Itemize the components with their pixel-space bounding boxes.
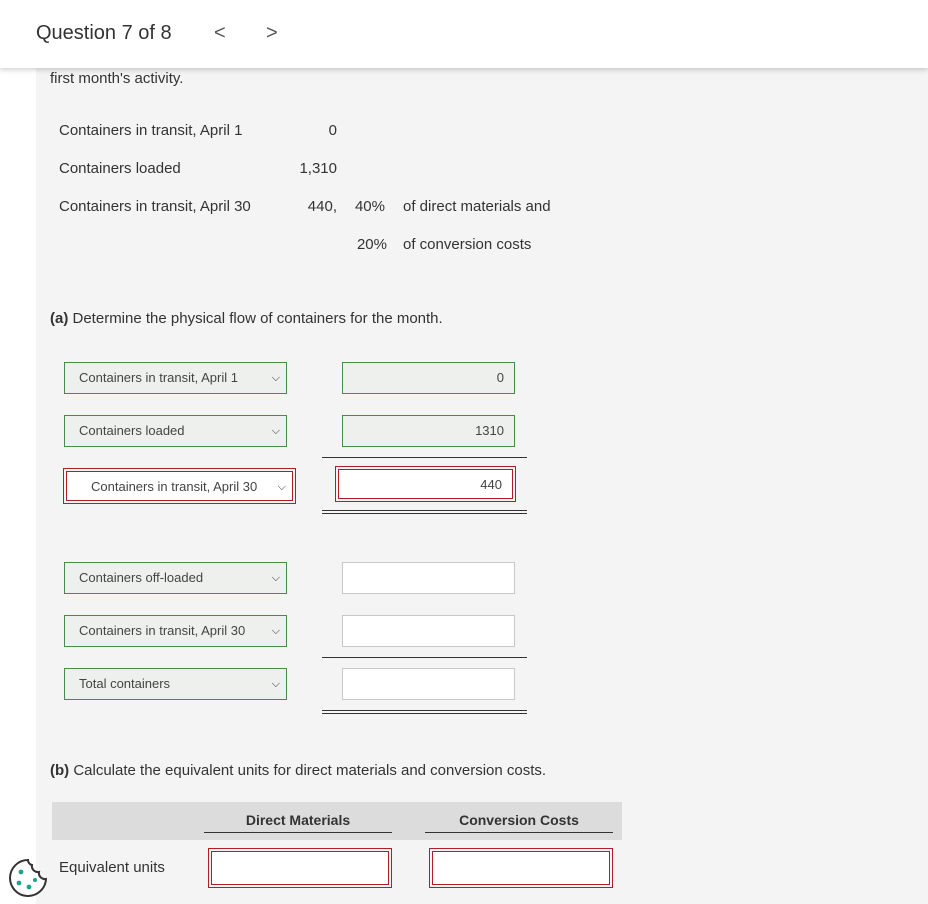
given-value: 440,: [307, 198, 337, 215]
conversion-costs-input[interactable]: [432, 851, 610, 885]
flow-select[interactable]: [64, 362, 287, 394]
flow-select-value: Containers in transit, April 1: [79, 370, 238, 385]
flow-select[interactable]: [66, 471, 293, 501]
given-value: 1,310: [299, 160, 337, 177]
given-description: of direct materials and: [403, 198, 551, 215]
chevron-down-icon: ⌵: [271, 678, 280, 690]
header-rule: [204, 832, 392, 833]
next-question-button[interactable]: >: [266, 22, 278, 44]
given-percent: 20%: [356, 236, 387, 253]
header-rule: [425, 832, 613, 833]
conversion-costs-header: Conversion Costs: [459, 812, 579, 828]
given-value: 0: [328, 122, 337, 139]
total-rule: [322, 713, 527, 714]
part-a-heading: [50, 310, 443, 327]
total-rule: [322, 513, 527, 514]
part-a-text: Determine the physical flow of containers for the month.: [68, 310, 443, 327]
direct-materials-header: Direct Materials: [245, 812, 351, 828]
flow-select[interactable]: [64, 562, 287, 594]
given-label: Containers in transit, April 1: [59, 122, 243, 139]
total-rule: [322, 510, 527, 511]
chevron-down-icon: ⌵: [277, 481, 286, 493]
part-b-label: (b): [50, 762, 70, 779]
flow-select-value: Containers in transit, April 30: [79, 623, 246, 638]
chevron-down-icon: ⌵: [271, 425, 280, 437]
question-header: [0, 0, 928, 68]
chevron-down-icon: ⌵: [271, 572, 280, 584]
total-rule: [322, 710, 527, 711]
flow-select[interactable]: [64, 668, 287, 700]
intro-text: first month's activity.: [50, 70, 184, 87]
flow-select-value: Containers in transit, April 30: [91, 479, 258, 494]
flow-select-value: Containers off-loaded: [79, 570, 204, 585]
flow-amount-input[interactable]: [342, 668, 515, 700]
cookie-icon[interactable]: [8, 858, 48, 898]
subtotal-rule: [322, 657, 527, 658]
flow-amount-input[interactable]: 440: [338, 469, 513, 499]
part-a-label: (a): [50, 310, 69, 327]
question-title: Question 7 of 8: [36, 22, 172, 44]
flow-select[interactable]: [64, 615, 287, 647]
given-label: Containers in transit, April 30: [59, 198, 251, 215]
chevron-down-icon: ⌵: [271, 625, 280, 637]
part-b-text: Calculate the equivalent units for direct materials and conversion costs.: [69, 762, 547, 779]
flow-amount-input[interactable]: 0: [342, 362, 515, 394]
part-b-heading: [50, 762, 546, 779]
given-label: Containers loaded: [59, 160, 181, 177]
flow-select-value: Total containers: [79, 676, 171, 691]
flow-select-value: Containers loaded: [79, 423, 185, 438]
flow-amount-input[interactable]: 1310: [342, 415, 515, 447]
given-percent: 40%: [354, 198, 385, 215]
given-description: of conversion costs: [403, 236, 532, 253]
flow-amount-input[interactable]: [342, 615, 515, 647]
flow-amount-input[interactable]: [342, 562, 515, 594]
subtotal-rule: [322, 457, 527, 458]
chevron-down-icon: ⌵: [271, 372, 280, 384]
direct-materials-input[interactable]: [211, 851, 389, 885]
equivalent-units-label: Equivalent units: [59, 859, 165, 876]
previous-question-button[interactable]: <: [214, 22, 226, 44]
flow-select[interactable]: [64, 415, 287, 447]
